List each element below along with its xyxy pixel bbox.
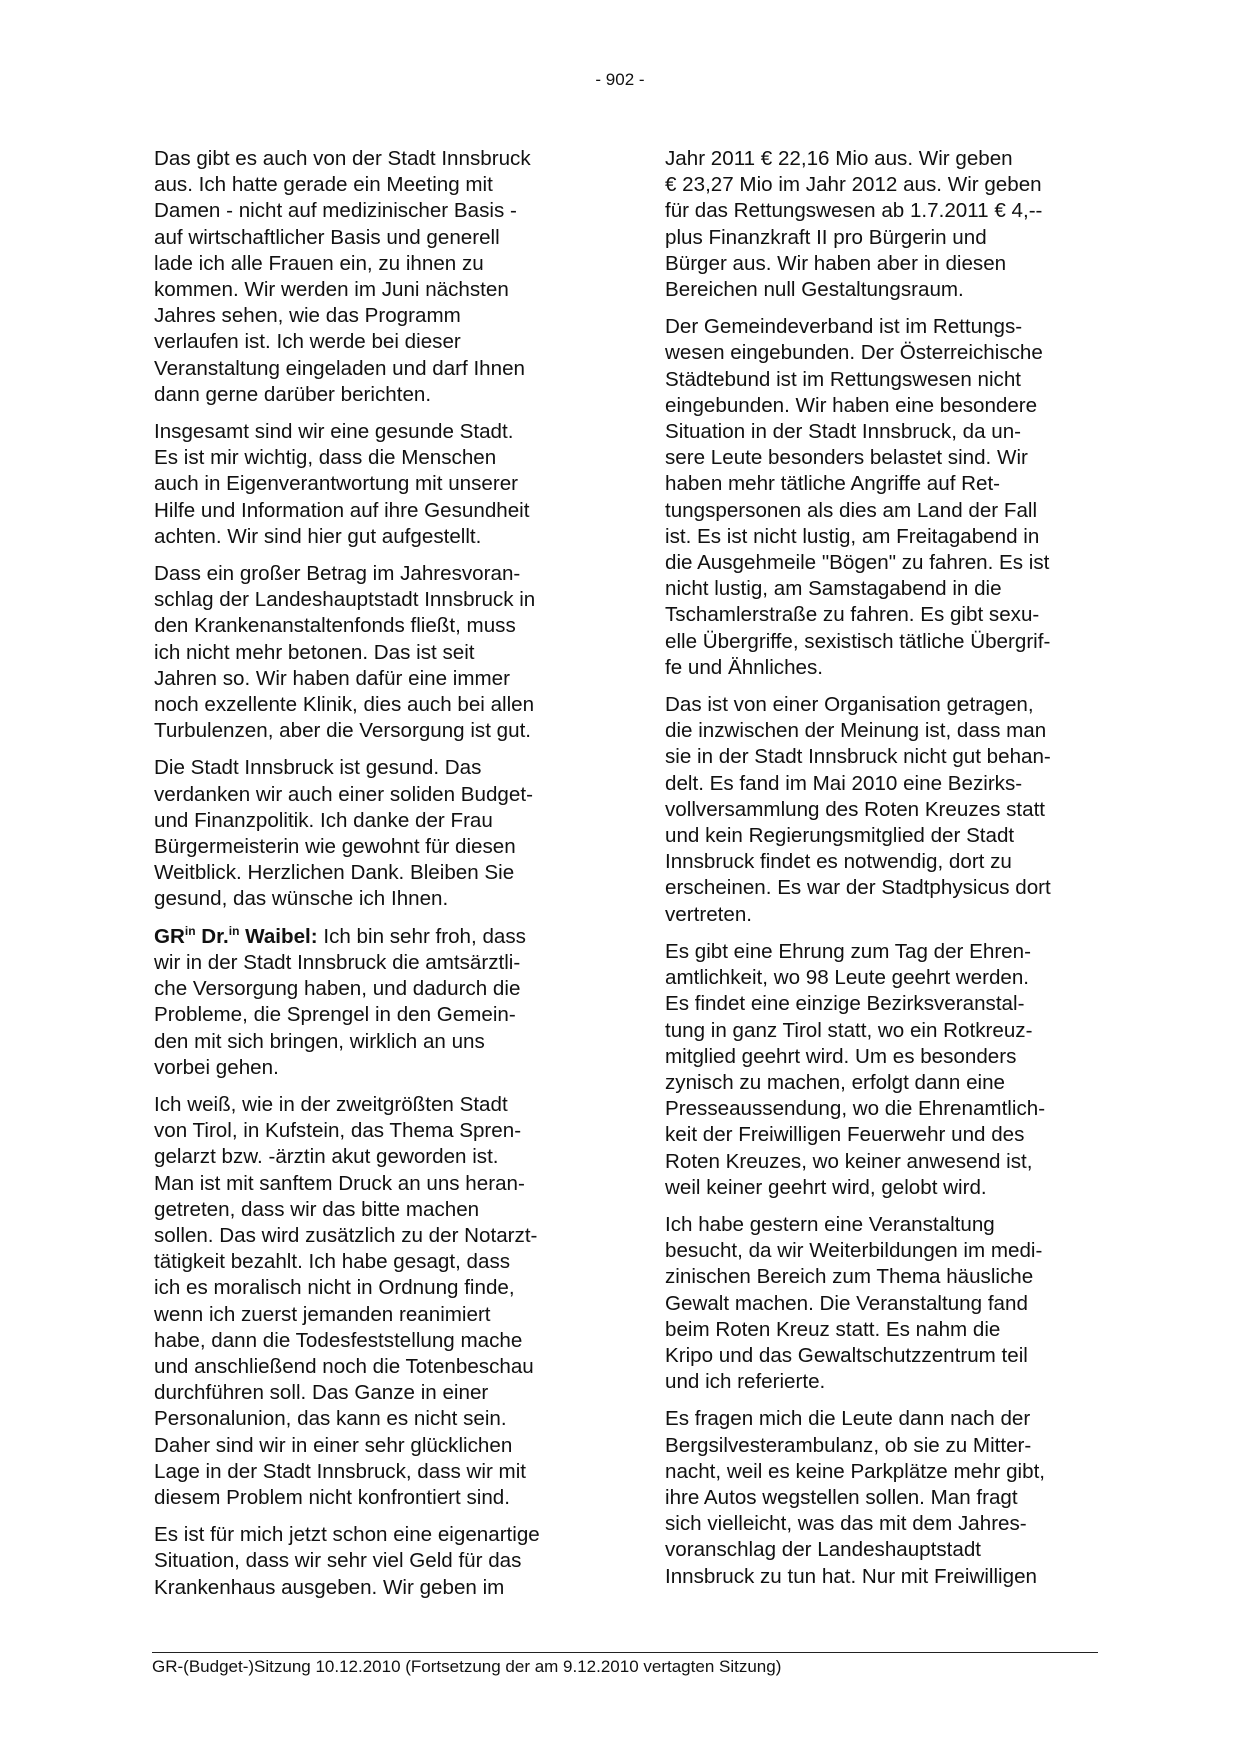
speaker-degree-suffix: in [228, 923, 240, 938]
paragraph: Es ist für mich jetzt schon eine eigenartige Situation, dass wir sehr viel Geld für das Krankenhaus ausgeben. Wir geben im [154, 1523, 540, 1599]
speaker-name [154, 925, 318, 948]
paragraph: Jahr 2011 € 22,16 Mio aus. Wir geben € 23,27 Mio im Jahr 2012 aus. Wir geben für das Rettungswesen ab 1.7.2011 € 4,-- plus Finanzkraft II pro Bürgerin und Bürger aus. Wir haben aber in diesen Bereichen null Gestaltungsraum. [665, 147, 1043, 302]
speaker-degree: Dr. [195, 924, 229, 948]
paragraph: Ich habe gestern eine Veranstaltung besucht, da wir Weiterbildungen im medi- zinischen Bereich zum Thema häusliche Gewalt machen. Die Veranstaltung fand beim Roten Kreuz statt. Es nahm die Kripo und das Gewaltschutzzentrum teil und ich referierte. [665, 1212, 1043, 1394]
footer-text: GR-(Budget-)Sitzung 10.12.2010 (Fortsetzung der am 9.12.2010 vertagten Sitzung) [152, 1657, 782, 1676]
page-number: - 902 - [595, 70, 645, 89]
paragraph: Es gibt eine Ehrung zum Tag der Ehren- amtlichkeit, wo 98 Leute geehrt werden. Es findet eine einzige Bezirksveranstal- tung in ganz Tirol statt, wo ein Rotkreuz- mitglied geehrt wird. Um es besonders zynisch zu machen, erfolgt dann eine Presseaussendung, wo die Ehrenamtlich- keit der Freiwilligen Feuerwehr und des Roten Kreuzes, wo keiner anwesend ist, weil keiner geehrt wird, gelobt wird. [665, 939, 1046, 1199]
speaker-paragraph [154, 924, 586, 1081]
paragraph: Das gibt es auch von der Stadt Innsbruck aus. Ich hatte gerade ein Meeting mit Damen - nicht auf medizinischer Basis - auf wirtschaftlicher Basis und generell lade ich alle Frauen ein, zu ihnen zu kommen. Wir werden im Juni nächsten Jahres sehen, wie das Programm verlaufen ist. Ich werde bei dieser Veranstaltung eingeladen und darf Ihnen dann gerne darüber berichten. [154, 147, 531, 406]
right-column [665, 146, 1097, 1601]
speaker-text: Ich bin sehr froh, dass wir in der Stadt Innsbruck die amtsärztli- che Versorgung haben, und dadurch die Probleme, die Sprengel in den Gemein- den mit sich bringen, wirklich an uns vorbei gehen. [154, 924, 526, 1079]
paragraph: Das ist von einer Organisation getragen, die inzwischen der Meinung ist, dass man sie in der Stadt Innsbruck nicht gut behan- delt. Es fand im Mai 2010 eine Bezirks- vollversammlung des Roten Kreuzes statt und kein Regierungsmitglied der Stadt Innsbruck findet es notwendig, dort zu erscheinen. Es war der Stadtphysicus dort vertreten. [665, 693, 1051, 926]
left-column [154, 146, 586, 1612]
footer-divider [152, 1652, 1098, 1653]
speaker-title: GR [154, 924, 185, 948]
paragraph: Insgesamt sind wir eine gesunde Stadt. Es ist mir wichtig, dass die Menschen auch in Eigenverantwortung mit unserer Hilfe und Information auf ihre Gesundheit achten. Wir sind hier gut aufgestellt. [154, 420, 530, 548]
paragraph: Ich weiß, wie in der zweitgrößten Stadt von Tirol, in Kufstein, das Thema Spren- gelarzt bzw. -ärztin akut geworden ist. Man ist mit sanftem Druck an uns heran- getreten, dass wir das bitte machen sollen. Das wird zusätzlich zu der Notarzt- tätigkeit bezahlt. Ich habe gesagt, dass ich es moralisch nicht in Ordnung finde, wenn ich zuerst jemanden reanimiert habe, dann die Todesfeststellung mache und anschließend noch die Totenbeschau durchführen soll. Das Ganze in einer Personalunion, das kann es nicht sein. Daher sind wir in einer sehr glücklichen Lage in der Stadt Innsbruck, dass wir mit diesem Problem nicht konfrontiert sind. [154, 1092, 538, 1509]
paragraph: Dass ein großer Betrag im Jahresvoran- schlag der Landeshauptstadt Innsbruck in den Krankenanstaltenfonds fließt, muss ich nicht mehr betonen. Das ist seit Jahren so. Wir haben dafür eine immer noch exzellente Klinik, dies auch bei allen Turbulenzen, aber die Versorgung ist gut. [154, 562, 536, 743]
paragraph: Der Gemeindeverband ist im Rettungs- wesen eingebunden. Der Österreichische Städtebund ist im Rettungswesen nicht eingebunden. Wir haben eine besondere Situation in der Stadt Innsbruck, da un- sere Leute besonders belastet sind. Wir haben mehr tätliche Angriffe auf Ret- tungspersonen als dies am Land der Fall ist. Es ist nicht lustig, am Freitagabend in die Ausgehmeile "Bögen" zu fahren. Es ist nicht lustig, am Samstagabend in die Tschamlerstraße zu fahren. Es gibt sexu- elle Übergriffe, sexistisch tätliche Übergrif- fe und Ähnliches. [665, 315, 1051, 679]
speaker-title-suffix: in [184, 923, 196, 938]
paragraph: Die Stadt Innsbruck ist gesund. Das verdanken wir auch einer soliden Budget- und Finanzpolitik. Ich danke der Frau Bürgermeisterin wie gewohnt für diesen Weitblick. Herzlichen Dank. Bleiben Sie gesund, das wünsche ich Ihnen. [154, 756, 533, 911]
speaker-surname: Waibel: [239, 924, 318, 948]
paragraph: Es fragen mich die Leute dann nach der Bergsilvesterambulanz, ob sie zu Mitter- nacht, weil es keine Parkplätze mehr gibt, ihre Autos wegstellen sollen. Man fragt sich vielleicht, was das mit dem Jahres- voranschlag der Landeshauptstadt Innsbruck zu tun hat. Nur mit Freiwilligen [665, 1407, 1046, 1588]
